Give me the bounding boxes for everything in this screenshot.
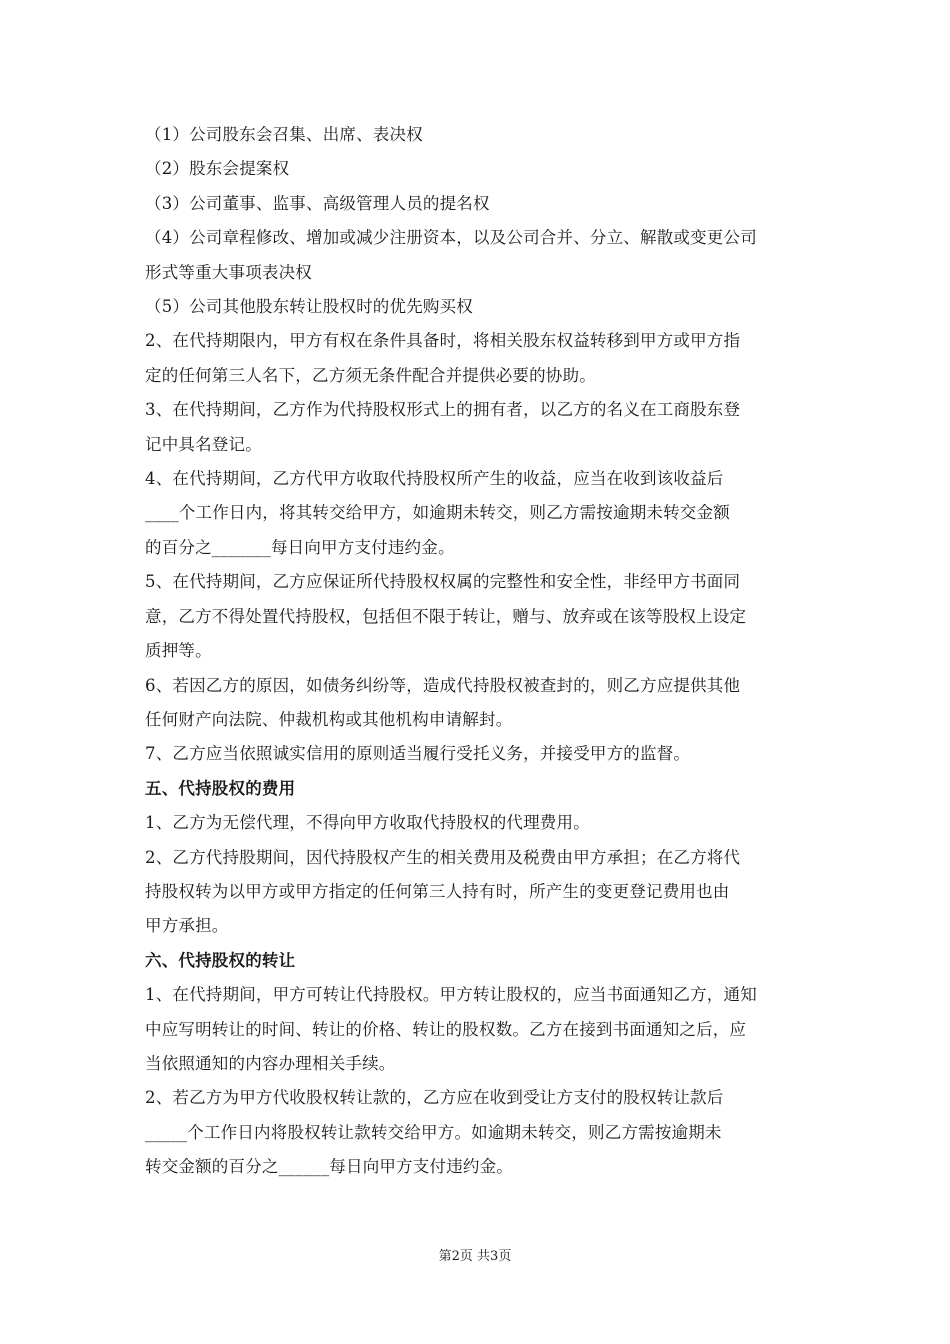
text-line: 转交金额的百分之______每日向甲方支付违约金。 — [145, 1157, 513, 1177]
text-line: 持股权转为以甲方或甲方指定的任何第三人持有时，所产生的变更登记费用也由 — [145, 881, 730, 901]
text-line: 7、乙方应当依照诚实信用的原则适当履行受托义务，并接受甲方的监督。 — [145, 744, 691, 764]
text-line: 5、在代持期间，乙方应保证所代持股权权属的完整性和安全性，非经甲方书面同 — [145, 572, 741, 592]
section-heading: 六、代持股权的转让 — [145, 950, 296, 970]
text-line: 任何财产向法院、仲裁机构或其他机构申请解封。 — [145, 709, 513, 729]
text-line: （4）公司章程修改、增加或减少注册资本，以及公司合并、分立、解散或变更公司 — [145, 228, 757, 248]
text-line: 3、在代持期间，乙方作为代持股权形式上的拥有者，以乙方的名义在工商股东登 — [145, 400, 741, 420]
text-line: 形式等重大事项表决权 — [145, 262, 312, 282]
text-line: ____个工作日内，将其转交给甲方，如逾期未转交，则乙方需按逾期未转交金额 — [145, 503, 730, 523]
text-line: _____个工作日内将股权转让款转交给甲方。如逾期未转交，则乙方需按逾期未 — [145, 1122, 722, 1142]
text-line: （1）公司股东会召集、出席、表决权 — [145, 125, 423, 144]
text-line: 当依照通知的内容办理相关手续。 — [145, 1053, 396, 1073]
text-line: 的百分之_______每日向甲方支付违约金。 — [145, 537, 455, 557]
text-line: （2）股东会提案权 — [145, 159, 290, 179]
text-line: 2、在代持期限内，甲方有权在条件具备时，将相关股东权益转移到甲方或甲方指 — [145, 331, 741, 351]
text-line: 甲方承担。 — [145, 916, 229, 936]
text-line: （3）公司董事、监事、高级管理人员的提名权 — [145, 193, 490, 213]
text-line: 质押等。 — [145, 641, 212, 661]
page-number: 第2页 共3页 — [438, 1249, 512, 1264]
text-line: （5）公司其他股东转让股权时的优先购买权 — [145, 297, 473, 317]
document-body — [145, 118, 810, 1185]
text-line: 6、若因乙方的原因，如债务纠纷等，造成代持股权被查封的，则乙方应提供其他 — [145, 675, 741, 695]
text-line: 中应写明转让的时间、转让的价格、转让的股权数。乙方在接到书面通知之后，应 — [145, 1019, 747, 1039]
text-line: 4、在代持期间，乙方代甲方收取代持股权所产生的收益，应当在收到该收益后 — [145, 469, 724, 489]
text-line: 记中具名登记。 — [145, 434, 262, 454]
text-line: 意，乙方不得处置代持股权，包括但不限于转让，赠与、放弃或在该等股权上设定 — [145, 606, 747, 626]
page-footer — [0, 1248, 950, 1266]
text-line: 2、乙方代持股期间，因代持股权产生的相关费用及税费由甲方承担；在乙方将代 — [145, 847, 741, 867]
text-line: 2、若乙方为甲方代收股权转让款的，乙方应在收到受让方支付的股权转让款后 — [145, 1088, 724, 1108]
text-line: 1、乙方为无偿代理，不得向甲方收取代持股权的代理费用。 — [145, 813, 590, 833]
section-heading: 五、代持股权的费用 — [145, 778, 296, 798]
text-line: 1、在代持期间，甲方可转让代持股权。甲方转让股权的，应当书面通知乙方，通知 — [145, 985, 757, 1005]
text-line: 定的任何第三人名下，乙方须无条件配合并提供必要的协助。 — [145, 365, 596, 385]
